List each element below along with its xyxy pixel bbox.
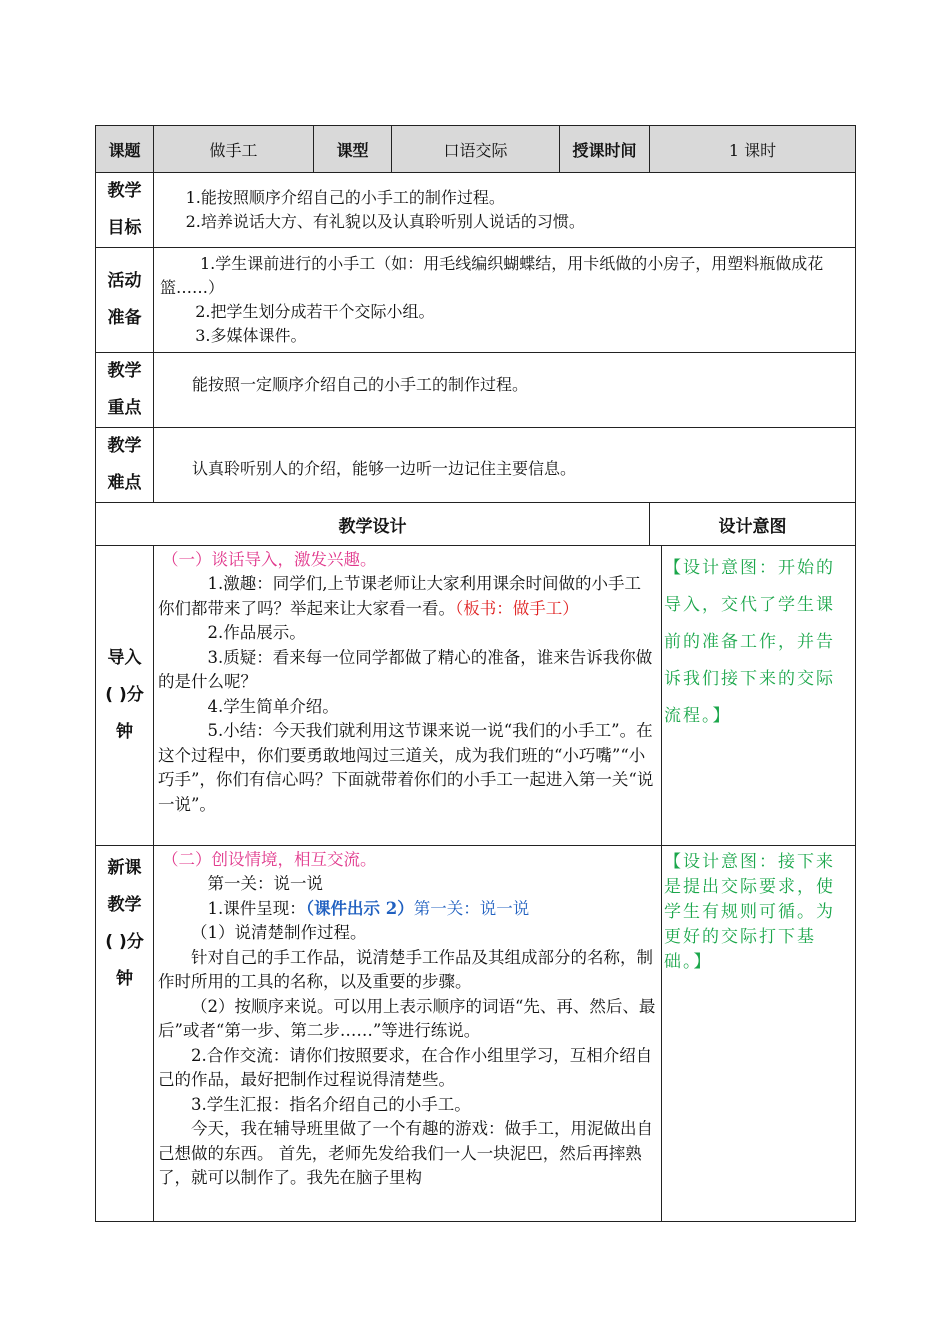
part1-content xyxy=(154,545,662,845)
part1-para: 1.激趣：同学们,上节课老师让大家利用课余时间做的小手工你们都带来了吗？举起来让大家看一看。（板书：做手工） xyxy=(158,574,641,618)
header-type-value: 口语交际 xyxy=(392,126,560,173)
design-header: 教学设计 xyxy=(96,503,650,546)
header-topic-value: 做手工 xyxy=(154,126,314,173)
prep-item: 2.把学生划分成若干个交际小组。 xyxy=(195,302,435,321)
header-row xyxy=(96,126,856,173)
difficult-row xyxy=(96,428,856,503)
part2-label: 新课 教学 ( )分 钟 xyxy=(96,845,154,1221)
part2-para: 1.课件呈现：（课件出示 2）第一关：说一说 xyxy=(207,898,530,918)
key-content: 能按照一定顺序介绍自己的小手工的制作过程。 xyxy=(154,353,856,428)
goals-row xyxy=(96,173,856,248)
section-header-row xyxy=(96,503,856,546)
prep-item: 3.多媒体课件。 xyxy=(195,326,307,345)
prep-label: 活动 准备 xyxy=(96,248,154,353)
lesson-plan-page xyxy=(95,125,855,1222)
goal-item: 2.培养说话大方、有礼貌以及认真聆听别人说话的习惯。 xyxy=(185,212,585,231)
part1-intent: 【设计意图：开始的导入，交代了学生课前的准备工作，并告诉我们接下来的交际流程。】 xyxy=(662,545,856,845)
prep-item: 1.学生课前进行的小手工（如：用毛线编织蝴蝶结，用卡纸做的小房子，用塑料瓶做成花篮……） xyxy=(160,254,824,297)
key-label: 教学 重点 xyxy=(96,353,154,428)
part2-title: （二）创设情境，相互交流。 xyxy=(162,849,377,869)
part2-para: 2.合作交流：请你们按照要求，在合作小组里学习，互相介绍自己的作品，最好把制作过程说得清楚些。 xyxy=(158,1045,653,1089)
part2-para: 3.学生汇报：指名介绍自己的小手工。 xyxy=(191,1094,471,1114)
header-time-label: 授课时间 xyxy=(560,126,650,173)
part2-para: （1）说清楚制作过程。 xyxy=(191,923,367,942)
prep-content xyxy=(154,248,856,353)
lesson-plan-table xyxy=(95,125,856,546)
part2-para: 针对自己的手工作品，说清楚手工作品及其组成部分的名称，制作时所用的工具的名称，以及重要的步骤。 xyxy=(158,947,653,991)
header-topic-label: 课题 xyxy=(96,126,154,173)
part2-intent: 【设计意图：接下来是提出交际要求，使学生有规则可循。为更好的交际打下基础。】 xyxy=(662,845,856,1221)
part1-label: 导入 ( )分 钟 xyxy=(96,545,154,845)
part1-row xyxy=(96,545,856,845)
part2-content xyxy=(154,845,662,1221)
intent-header: 设计意图 xyxy=(650,503,856,546)
goals-label: 教学 目标 xyxy=(96,173,154,248)
part1-para: 4.学生简单介绍。 xyxy=(207,696,339,716)
part1-para: 5.小结：今天我们就利用这节课来说一说“我们的小手工”。在这个过程中，你们要勇敢地闯过三道关，成为我们班的“小巧嘴”“小巧手”，你们有信心吗？下面就带着你们的小手工一起进入第一关“说一说”。 xyxy=(158,721,654,814)
part2-row xyxy=(96,845,856,1221)
design-table xyxy=(95,545,856,1222)
part1-para: 3.质疑：看来每一位同学都做了精心的准备，谁来告诉我你做的是什么呢？ xyxy=(158,647,653,691)
difficult-content: 认真聆听别人的介绍，能够一边听一边记住主要信息。 xyxy=(154,428,856,503)
header-type-label: 课型 xyxy=(314,126,392,173)
part2-para: 今天，我在辅导班里做了一个有趣的游戏：做手工，用泥做出自己想做的东西。 首先，老师先发给我们一人一块泥巴，然后再摔熟了，就可以制作了。我先在脑子里构 xyxy=(158,1119,653,1187)
part1-para: 2.作品展示。 xyxy=(207,623,306,642)
key-row xyxy=(96,353,856,428)
part1-title: （一）谈话导入，激发兴趣。 xyxy=(162,549,377,569)
part2-para: 第一关：说一说 xyxy=(207,874,323,893)
part2-para: （2）按顺序来说。可以用上表示顺序的词语“先、再、然后、最后”或者“第一步、第二步……”等进行练说。 xyxy=(158,996,656,1040)
prep-row xyxy=(96,248,856,353)
header-time-value: 1 课时 xyxy=(650,126,856,173)
difficult-label: 教学 难点 xyxy=(96,428,154,503)
goals-content xyxy=(154,173,856,248)
goal-item: 1.能按照顺序介绍自己的小手工的制作过程。 xyxy=(185,188,505,207)
